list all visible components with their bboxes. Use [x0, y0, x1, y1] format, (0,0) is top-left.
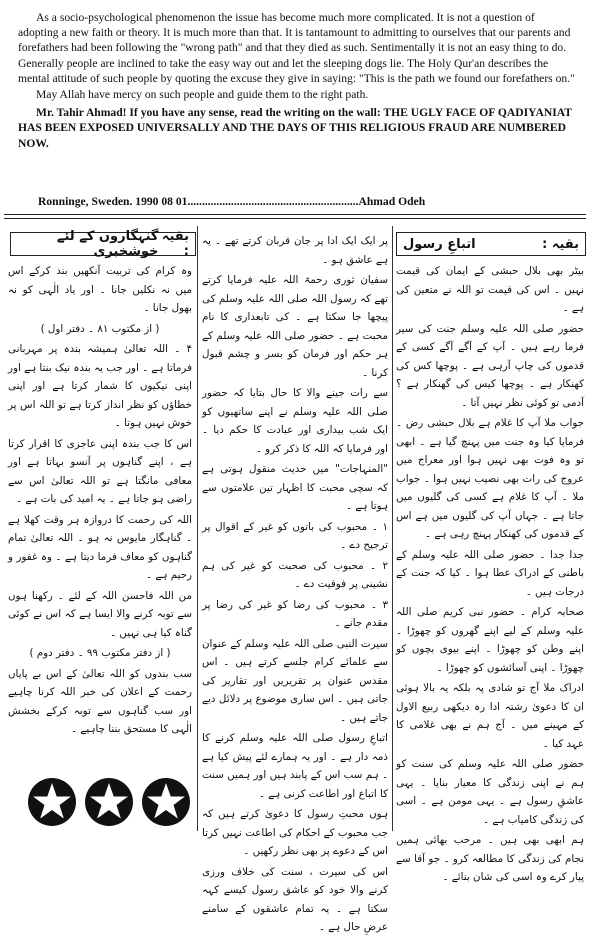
decorative-stars-ornament [24, 770, 194, 830]
right-header-title: اتباعِ رسول [403, 236, 476, 252]
section-divider-2 [4, 218, 586, 219]
paragraph: ہم ابھی بھی ہیں ۔ مرحب بھائی ہمیں نجام کی زندگی کا مطالعہ کرو ۔ جو آقا سے پیار کرے وہ اسی کی شان بنائے ۔ [396, 834, 584, 883]
english-para-3: Mr. Tahir Ahmad! If you have any sense, read the writing on the wall: THE UGLY FACE OF QADIYANIAT HAS BEEN EXPOSED UNIVERSALLY AND THE DAYS OF THIS RELIGIOUS FRAUD ARE NUMBERED NOW. [18, 106, 572, 150]
paragraph: اللہ کی رحمت کا دروازہ ہر وقت کھلا ہے ۔ گناہگار مایوس نہ ہو ۔ اللہ تعالیٰ تمام گناہوں کو معاف فرما دیتا ہے ۔ وہ غفور و رحیم ہے ۔ [8, 513, 192, 581]
paragraph: اس کی سیرت ، سنت کی خلاف ورزی کرنے والا خود کو عاشق رسول کیسے کہہ سکتا ہے ۔ یہ تمام عاشقوں کے سامنے عرضِ حال ہے ۔ [202, 865, 388, 933]
paragraph: ادراک ملا آج تو شادی پہ بلکہ یہ بالا ہوئی ان کا دعویٰ رشتہ ادا رہ دیکھی ربیع الاول کے مہینے میں ۔ آج ہم نے بھی غلامی کا عہد کیا ۔ [396, 682, 584, 750]
paragraph: وہ کرام کی تربیت آنکھیں بند کرکے اس میں نہ نکلیں جانا ۔ اور یاد الٰہی کو نہ بھول جانا ۔ [8, 265, 192, 314]
middle-column-text [202, 232, 388, 933]
paragraph: ۴ ۔ اللہ تعالیٰ ہمیشہ بندہ پر مہربانی فرماتا ہے ۔ اور جب یہ بندہ نیک بنتا ہے اور اپنی نیکیوں کا شمار کرتا ہے اور اپنی خطاؤں کو نظر انداز کرتا ہے تو اللہ اس پر خوش نہیں ہوتا ۔ [8, 343, 192, 429]
paragraph: سیرت النبی صلی اللہ علیہ وسلم کے عنوان سے علمائے کرام جلسے کرتے ہیں ۔ اس مقدس عنوان پر تقریریں اور تقاریر کی جاتی ہیں ۔ اس ساری موضوع پر دلائل دیے جاتے ہیں ۔ [202, 637, 388, 724]
left-column-header [10, 229, 196, 259]
paragraph: سے رات جینے والا کا حال بتایا کہ حضور صلی اللہ علیہ وسلم نے اپنے ساتھیوں کو ایک شب بیداری اور عبادت کا حکم دیا ۔ اور فرمایا کہ اللہ کا ذکر کرو ۔ [202, 387, 388, 455]
left-column-text [8, 262, 192, 762]
paragraph: حضور صلی اللہ علیہ وسلم جنت کی سیر فرما رہے ہیں ۔ آپ کے آگے آگے کسی کے قدموں کی چاپ آرہی ہے ۔ پوچھا کس کی کھنکار ہے ۔ پوچھا کیس کی گھنکار ہے ؟ آدمی تو کوئی نظر نہیں آتا ۔ [396, 322, 584, 409]
paragraph: من اللہ فاحسن اللہ کے لئے ۔ رکھنا ہوں سے توبہ کرنے والا ایسا ہے کہ اس نے کوئی گناہ کیا ہی نہیں ۔ [8, 589, 192, 639]
paragraph: اس کا جب بندہ اپنی عاجزی کا اقرار کرتا ہے ، اپنے گناہوں پر آنسو بہاتا ہے اور معافی مانگتا ہے تو اللہ تعالیٰ اس سے راضی ہو جاتا ہے ۔ یہ امید کی بات ہے ۔ [8, 437, 192, 505]
paragraph: سفیان ثوری رحمۃ اللہ علیہ فرمایا کرتے تھے کہ رسول اللہ صلی اللہ علیہ وسلم کی پیچھا جا سکتا ہے ۔ کی تابعداری کا نام محبت ہے ۔ حضور صلی اللہ علیہ وسلم کے ہر حکم اور فرمان کو بسر و چشم قبول کرنا ۔ [202, 274, 388, 379]
column-separator [392, 226, 393, 831]
column-separator [197, 226, 198, 831]
star-circle-icon [85, 778, 133, 826]
paragraph: حضور صلی اللہ علیہ وسلم کی سنت کو ہم نے اپنی زندگی کا معیار بنایا ۔ یہی عاشقِ رسول ہے ۔ یہی مومن ہے ۔ اسی کی زندگی کامیاب ہے ۔ [396, 758, 584, 826]
english-para-1: As a socio-psychological phenomenon the issue has become much more complicated. It is not a question of adopting a new faith or theory. It is much more than that. It is tantamount to admitting to ourselves that our parents and forefathers had been following the "wrong path" and that they died as such. Sentimentally it is not an easy thing to do. Generally people are inclined to take the easy way out and let the sleeping dogs lie. The Holy Qur'an describes the mental attitude of such people by quoting the excuse they give in saying: "This is the path we found our forefathers on." [18, 11, 575, 85]
paragraph: سب بندوں کو اللہ تعالیٰ کے اس بے پایاں رحمت کے اعلان کی خبر اللہ کرنا چاہیے اور سب گناہوں سے توبہ کرکے بخشش الٰہی کا مستحق بننا چاہیے ۔ [8, 667, 192, 735]
left-header-label: بقیہ : [161, 229, 189, 259]
paragraph: بیٹر بھی بلال حبشی کے ایمان کی قیمت نہیں ۔ اس کی قیمت تو اللہ نے متعین کی ہے ۔ [396, 265, 584, 314]
paragraph: "المنہاجات" میں حدیث منقول ہوتی ہے کہ سچی محبت کا اظہار تین علامتوں سے ہوتا ہے ۔ [202, 463, 388, 512]
english-passage [18, 10, 578, 151]
paragraph: جواب ملا آپ کا غلام ہے بلال حبشی رض ۔ فرمایا کیا وہ جنت میں پہنچ گیا ہے ۔ ابھی تو وہ فوت بھی نہیں ہوا اور معراج میں عروج کی رات بھی نصیب نہیں ہوا ۔ جواب ملا ۔ آپ کا غلام ہے کسی کی گلیوں میں جاتا ہے ۔ جہاں آپ کی گلیوں میں ہے اس کے قدموں کی کھنکار پہنچ رہی ہے ۔ [396, 417, 584, 540]
citation: ( از مکتوب ۸۱ ۔ دفتر اول ) [40, 322, 160, 335]
paragraph: پر ایک ایک ادا پر جان قربان کرتے تھے ۔ یہ ہے عاشق ہو ۔ [202, 235, 388, 266]
paragraph: اتباعِ رسول صلی اللہ علیہ وسلم کرنے کا ذمہ دار ہے ۔ اور یہ ہمارے لئے پیش کیا ہے ۔ ہم سب اس کے پابند ہیں اور ہمیں سنت کا اتباع اور اطاعت کرنی ہے ۔ [202, 732, 388, 800]
left-header-title: گنہگاروں کے لئے خوشخبری [56, 229, 159, 259]
right-column-header [396, 232, 586, 256]
paragraph: ہوں محبتِ رسول کا دعویٰ کرتے ہیں کہ جب محبوب کے احکام کی اطاعت نہیں کرتا اس کے دعوے پر بھی نظر رکھیں ۔ [202, 808, 388, 857]
section-divider [4, 214, 586, 215]
right-header-label: بقیہ : [542, 236, 579, 252]
paragraph: ۳ ۔ محبوب کی رضا کو غیر کی رضا پر مقدم جانے ۔ [202, 598, 388, 629]
paragraph: صحابہ کرام ۔ حضور نبی کریم صلی اللہ علیہ وسلم کے لیے اپنے گھروں کو چھوڑا ۔ اپنے وطن کو چھوڑا ۔ اپنے بیوی بچوں کو چھوڑا ۔ اپنی آسائشوں کو چھوڑا ۔ [396, 606, 584, 674]
citation: ( از دفتر مکتوب ۹۹ ۔ دفتر دوم ) [29, 647, 171, 659]
paragraph: جدا جدا ۔ حضور صلی اللہ علیہ وسلم کے باطنی کے ادراک عطا ہوا ۔ کیا کہ جنت کے درجات ہیں ۔ [396, 548, 584, 598]
star-circle-icon [28, 778, 76, 826]
paragraph: ۱ ۔ محبوب کی باتوں کو غیر کے اقوال پر ترجیح دے ۔ [202, 520, 388, 551]
star-circle-icon [142, 778, 190, 826]
signature-line: Ronninge, Sweden. 1990 08 01...........................................................Ahmad Odeh [38, 195, 426, 208]
english-para-2: May Allah have mercy on such people and guide them to the right path. [36, 88, 369, 102]
right-column-text [396, 262, 584, 883]
paragraph: ۲ ۔ محبوب کی صحبت کو غیر کی ہم نشینی پر فوقیت دے ۔ [202, 559, 388, 590]
